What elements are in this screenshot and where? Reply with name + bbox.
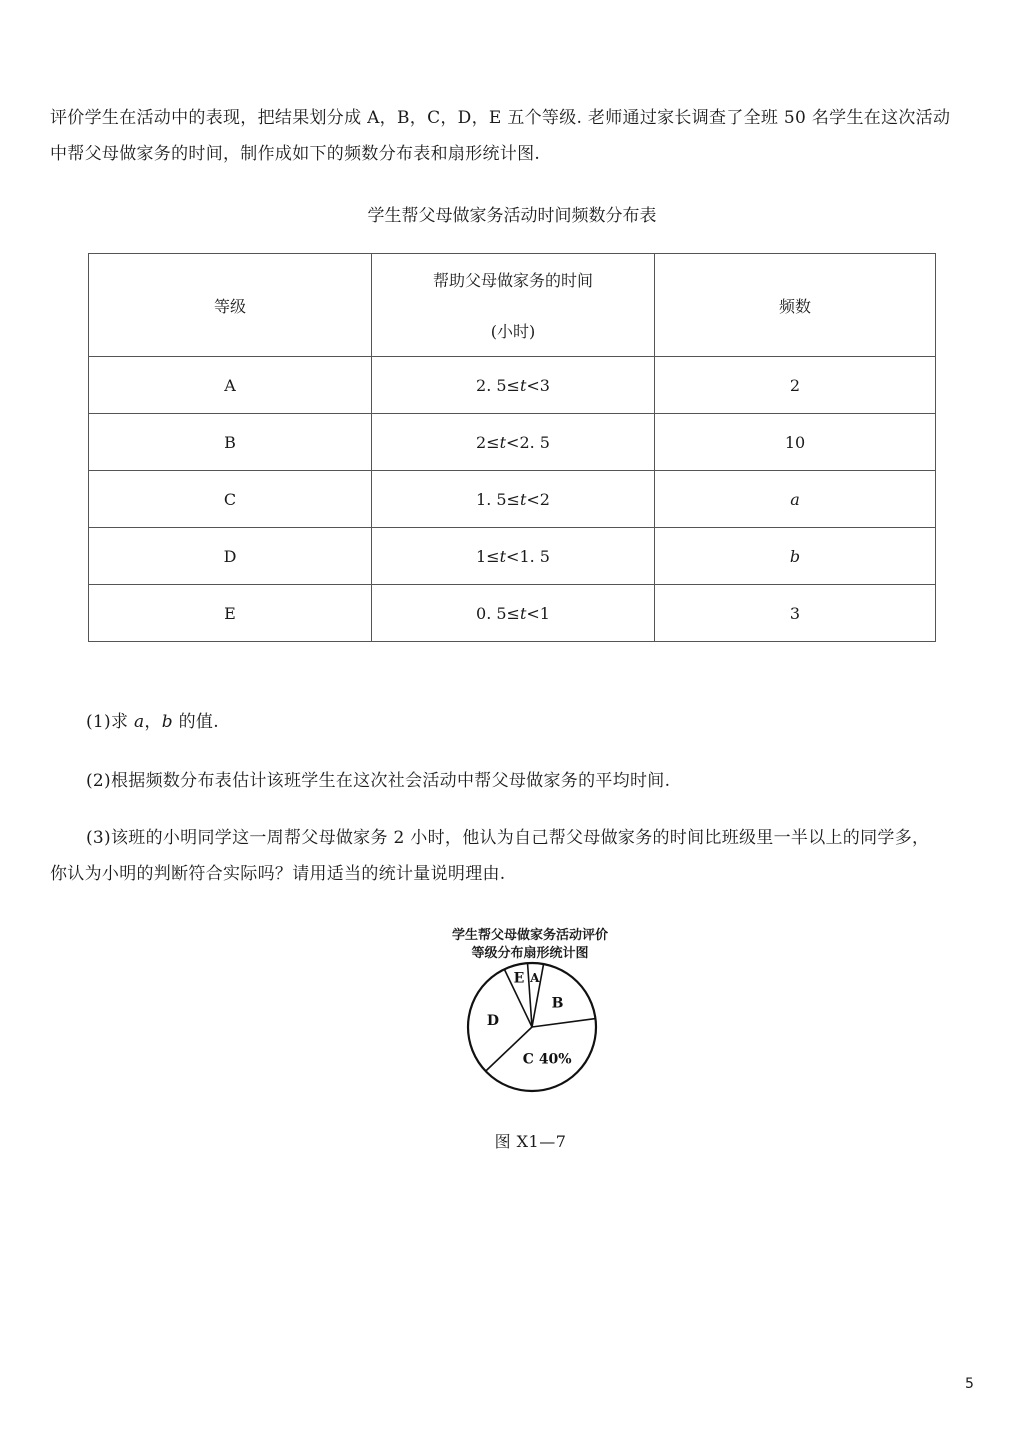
header-time-line1: 帮助父母做家务的时间 [432,271,593,290]
question-2: (2)根据频数分布表估计该班学生在这次社会活动中帮父母做家务的平均时间. [86,771,671,791]
q1-var-b: b [161,712,173,732]
table-header-row [89,254,936,357]
header-time [372,254,655,357]
intro-line-2: 中帮父母做家务的时间，制作成如下的频数分布表和扇形统计图. [50,144,541,164]
cell-range [372,357,655,414]
cell-frequency: b [655,528,936,585]
pie-chart-svg [420,924,640,1094]
range-lower: 1≤ [476,546,500,566]
cell-range [372,414,655,471]
frequency-table [88,253,936,642]
intro-line-1: 评价学生在活动中的表现，把结果划分成 A，B，C，D，E 五个等级. 老师通过家长调查了全班 50 名学生在这次活动 [50,108,951,128]
range-variable: t [499,546,507,566]
pie-label-a: A [530,971,540,986]
range-lower: 2≤ [476,432,500,452]
table-row [89,471,936,528]
header-frequency: 频数 [655,254,936,357]
range-variable: t [519,489,527,509]
cell-frequency: a [655,471,936,528]
header-grade: 等级 [89,254,372,357]
chart-title-line-1: 学生帮父母做家务活动评价 [451,928,608,943]
cell-frequency: 3 [655,585,936,642]
range-upper: <1 [526,603,550,623]
cell-grade: D [89,528,372,585]
pie-label-e: E [513,970,525,987]
cell-frequency: 2 [655,357,936,414]
table-title: 学生帮父母做家务活动时间频数分布表 [367,206,657,226]
table-row [89,414,936,471]
pie-label-c: C 40% [522,1051,572,1068]
q1-var-a: a [133,712,145,732]
table-row [89,585,936,642]
pie-label-d: D [486,1012,500,1029]
page-number: 5 [965,1376,974,1392]
q1-separator: ， [144,712,162,732]
chart-title-line-2: 等级分布扇形统计图 [471,946,589,961]
cell-range [372,585,655,642]
range-upper: <3 [526,375,550,395]
q1-suffix: 的值. [172,712,219,732]
range-variable: t [499,432,507,452]
cell-grade: C [89,471,372,528]
question-1 [86,704,219,740]
question-3-line-1: (3)该班的小明同学这一周帮父母做家务 2 小时，他认为自己帮父母做家务的时间比班级里一半以上的同学多， [86,828,930,848]
range-upper: <2 [526,489,550,509]
table-row [89,357,936,414]
cell-grade: A [89,357,372,414]
intro-paragraph [50,100,980,172]
cell-range [372,528,655,585]
range-lower: 0. 5≤ [476,603,520,623]
range-variable: t [519,375,527,395]
header-time-line2: (小时) [490,322,536,341]
cell-frequency: 10 [655,414,936,471]
cell-grade: B [89,414,372,471]
cell-grade: E [89,585,372,642]
range-upper: <1. 5 [506,546,550,566]
range-lower: 1. 5≤ [476,489,520,509]
range-lower: 2. 5≤ [476,375,520,395]
pie-chart [420,924,640,1094]
question-3 [50,820,976,892]
question-3-line-2: 你认为小明的判断符合实际吗？请用适当的统计量说明理由. [50,864,506,884]
cell-range [372,471,655,528]
pie-label-b: B [551,995,564,1012]
q1-prefix: (1)求 [86,712,134,732]
figure-caption: 图 X1—7 [494,1132,567,1151]
table-row [89,528,936,585]
range-variable: t [519,603,527,623]
range-upper: <2. 5 [506,432,550,452]
